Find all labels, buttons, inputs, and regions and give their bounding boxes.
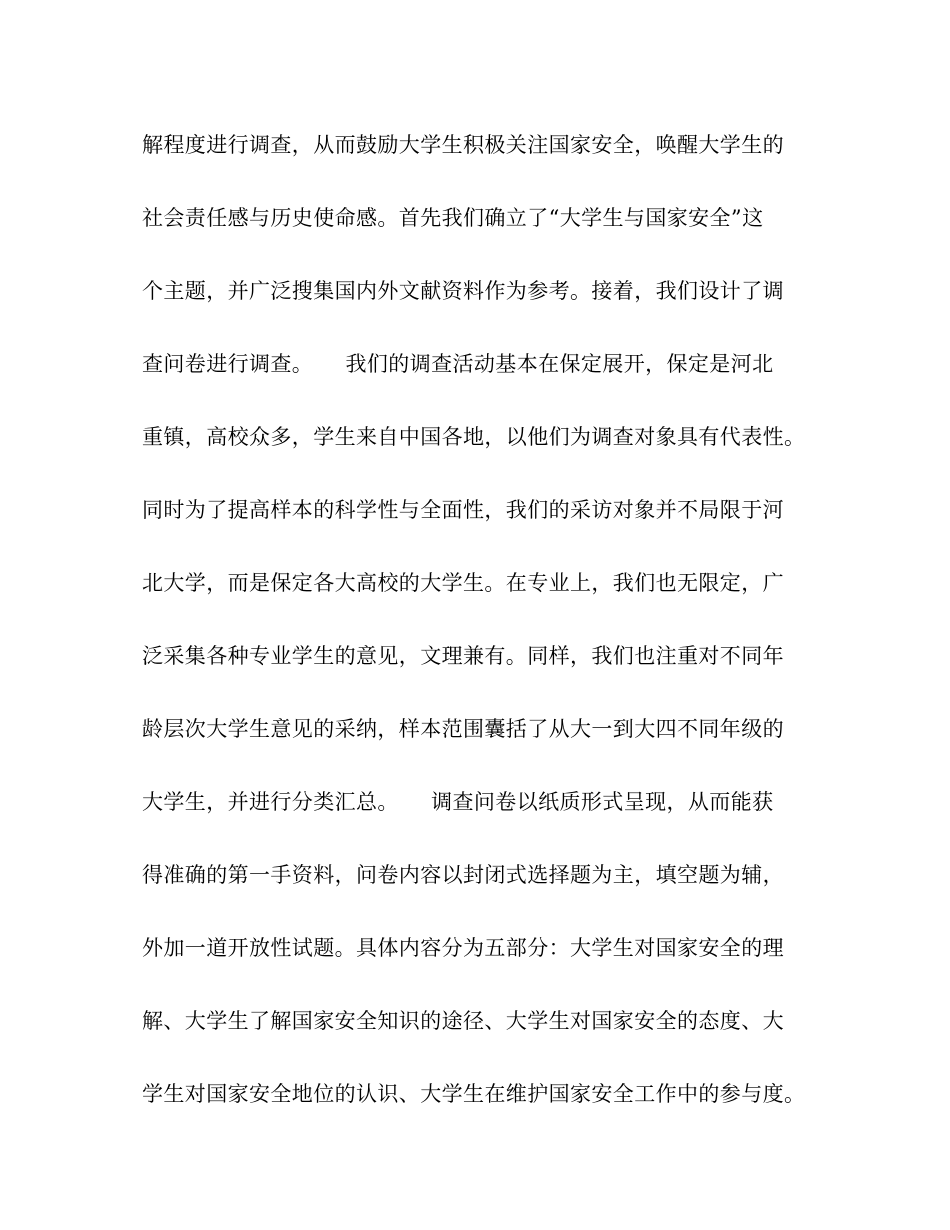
body-text [142,125,822,1147]
text-line: 大学生，并进行分类汇总。 调查问卷以纸质形式呈现，从而能获 [142,790,774,814]
text-line: 解、大学生了解国家安全知识的途径、大学生对国家安全的态度、大 [142,1009,784,1033]
text-line: 查问卷进行调查。 我们的调查活动基本在保定展开，保定是河北 [142,352,774,376]
text-line: 北大学，而是保定各大高校的大学生。在专业上，我们也无限定，广 [142,571,784,595]
text-line: 社会责任感与历史使命感。首先我们确立了“大学生与国家安全”这 [142,206,764,230]
text-line: 重镇，高校众多，学生来自中国各地，以他们为调查对象具有代表性。 [142,425,806,449]
text-line: 龄层次大学生意见的采纳，样本范围囊括了从大一到大四不同年级的 [142,717,784,741]
text-line: 得准确的第一手资料，问卷内容以封闭式选择题为主，填空题为辅， [142,863,784,887]
text-line: 个主题，并广泛搜集国内外文献资料作为参考。接着，我们设计了调 [142,279,784,303]
text-line: 解程度进行调查，从而鼓励大学生积极关注国家安全，唤醒大学生的 [142,133,784,157]
text-line: 同时为了提高样本的科学性与全面性，我们的采访对象并不局限于河 [142,498,784,522]
text-line: 学生对国家安全地位的认识、大学生在维护国家安全工作中的参与度。 [142,1082,806,1106]
text-line: 外加一道开放性试题。具体内容分为五部分：大学生对国家安全的理 [142,936,784,960]
text-line: 泛采集各种专业学生的意见，文理兼有。同样，我们也注重对不同年 [142,644,784,668]
